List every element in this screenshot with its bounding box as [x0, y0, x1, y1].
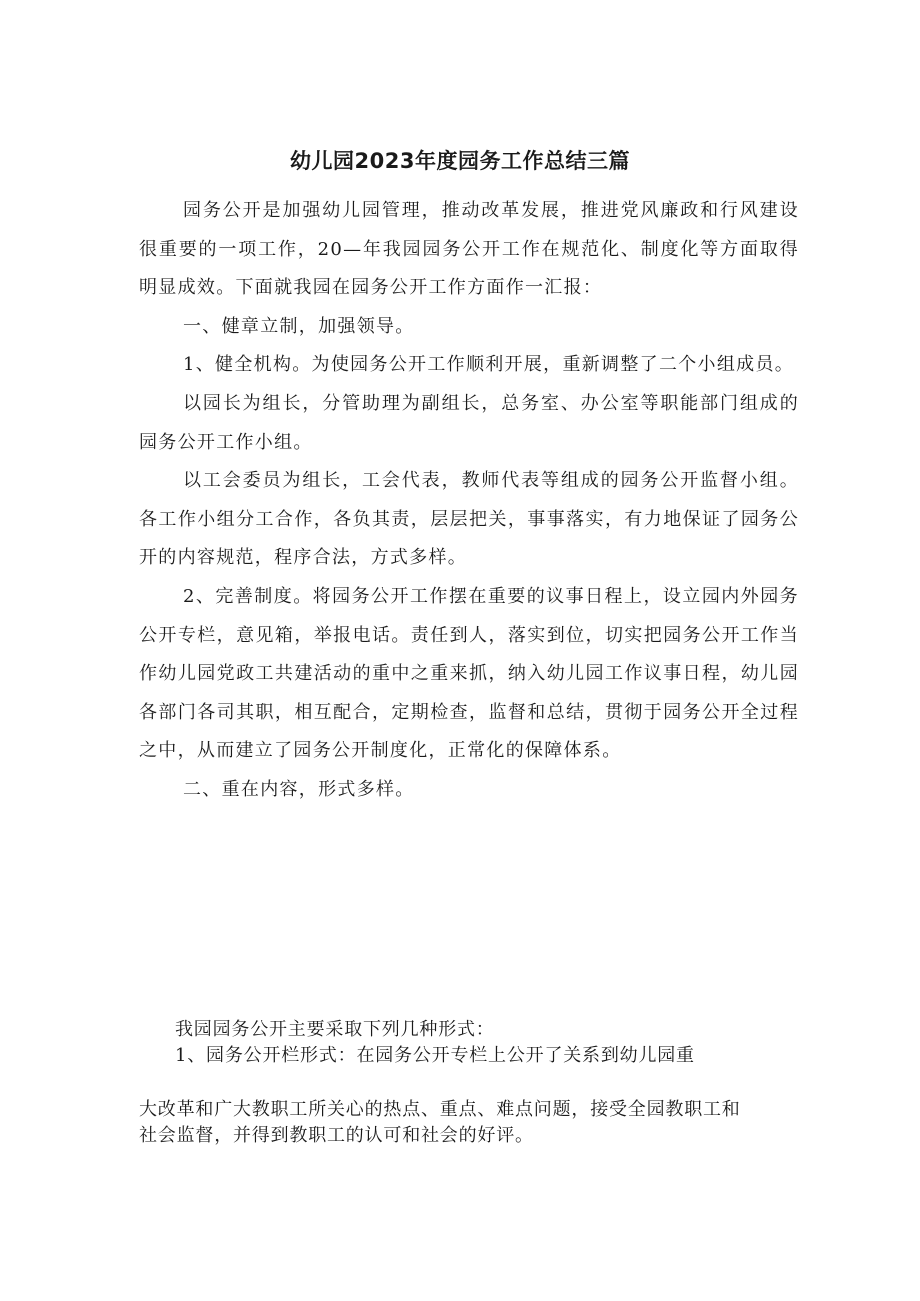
document-body — [139, 192, 799, 810]
paragraph-supervision-group: 以工会委员为组长，工会代表，教师代表等组成的园务公开监督小组。各工作小组分工合作，各负其责，层层把关，事事落实，有力地保证了园务公开的内容规范，程序合法，方式多样。 — [139, 470, 799, 569]
tail-line-2: 1、园务公开栏形式：在园务公开专栏上公开了关系到幼儿园重 — [175, 1045, 695, 1066]
tail-line-1: 我园园务公开主要采取下列几种形式： — [175, 1019, 495, 1040]
tail-line-3: 大改革和广大教职工所关心的热点、重点、难点问题，接受全园教职工和 — [139, 1099, 741, 1120]
paragraph-work-group: 以园长为组长，分管助理为副组长，总务室、办公室等职能部门组成的园务公开工作小组。 — [139, 392, 799, 453]
paragraph-intro: 园务公开是加强幼儿园管理，推动改革发展，推进党风廉政和行风建设很重要的一项工作，20—年我园园务公开工作在规范化、制度化等方面取得明显成效。下面就我园在园务公开工作方面作一汇报： — [139, 200, 799, 299]
paragraph-organization: 1、健全机构。为使园务公开工作顺利开展，重新调整了二个小组成员。 — [183, 354, 795, 376]
paragraph-system: 2、完善制度。将园务公开工作摆在重要的议事日程上，设立园内外园务公开专栏，意见箱，举报电话。责任到人，落实到位，切实把园务公开工作当作幼儿园党政工共建活动的重中之重来抓，纳入幼儿园工作议事日程，幼儿园各部门各司其职，相互配合，定期检查，监督和总结，贯彻于园务公开全过程之中，从而建立了园务公开制度化，正常化的保障体系。 — [139, 585, 799, 762]
section-heading-1: 一、健章立制，加强领导。 — [183, 315, 415, 337]
document-title: 幼儿园2023年度园务工作总结三篇 — [290, 149, 630, 173]
document-tail — [139, 1017, 799, 1149]
section-heading-2: 二、重在内容，形式多样。 — [183, 778, 415, 800]
tail-line-4: 社会监督，并得到教职工的认可和社会的好评。 — [139, 1125, 534, 1146]
